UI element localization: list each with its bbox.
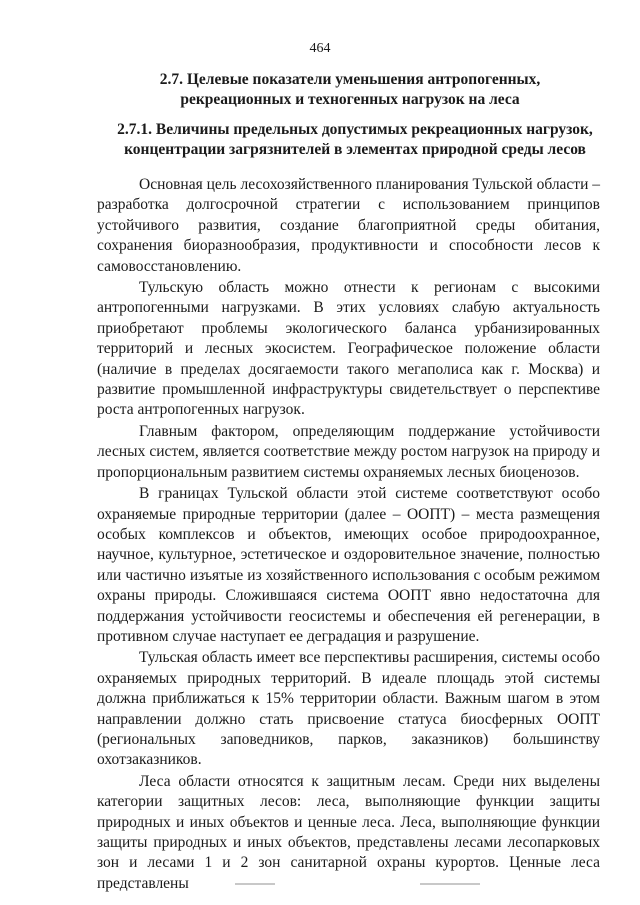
scan-mark: [420, 883, 480, 885]
paragraph: Тульская область имеет все перспективы расширения, системы особо охраняемых природных территорий. В идеале площадь этой системы должна приближаться к 15% территории области. Важным шагом в этом направлении должно стать присвоение статуса биосферных ООПТ (региональных заповедников, парков, заказников) большинству охотзаказников.: [97, 649, 600, 769]
section-heading-line-2: рекреационных и техногенных нагрузок на леса: [180, 91, 520, 108]
paragraph: Основная цель лесохозяйственного планирования Тульской области – разработка долгосрочной стратегии с использованием принципов устойчивого развития, создание благоприятной среды обитания, сохранения биоразнообразия, продуктивности и способности лесов к самовосстановлению.: [97, 176, 601, 275]
paragraph: Тульскую область можно отнести к регионам с высокими антропогенными нагрузками. В этих условиях слабую актуальность приобретают проблемы экологического баланса урбанизированных территорий и лесных экосистем. Географическое положение области (наличие в пределах досягаемости такого мегаполиса как г. Москва) и развитие промышленной инфраструктуры свидетельствует о перспективе роста антропогенных нагрузок.: [97, 279, 600, 419]
scan-mark: [235, 883, 275, 885]
subsection-heading: [110, 120, 600, 160]
body-text: [97, 175, 600, 895]
subsection-heading-line-2: концентрации загрязнителей в элементах природной среды лесов: [124, 141, 586, 158]
scan-artifacts: [0, 883, 640, 893]
section-heading: [100, 70, 600, 110]
paragraph: Главным фактором, определяющим поддержание устойчивости лесных систем, является соответствие между ростом нагрузок на природу и пропорциональным развитием системы охраняемых лесных биоценозов.: [97, 422, 600, 481]
paragraph: В границах Тульской области этой системе соответствуют особо охраняемые природные территории (далее – ООПТ) – места размещения особых комплексов и объектов, имеющих особое природоохранное, научное, культурное, эстетическое и оздоровительное значение, полностью или частично изъятые из хозяйственного использования с особым режимом охраны природы. Сложившаяся система ООПТ явно недостаточна для поддержания устойчивости геосистемы и обеспечения ей регенерации, в противном случае наступает ее деградация и разрушение.: [97, 485, 600, 645]
page-number: 464: [309, 41, 331, 56]
subsection-heading-line-1: 2.7.1. Величины предельных допустимых рекреационных нагрузок,: [117, 121, 593, 138]
section-heading-line-1: 2.7. Целевые показатели уменьшения антропогенных,: [159, 71, 541, 88]
paragraph: Леса области относятся к защитным лесам. Среди них выделены категории защитных лесов: леса, выполняющие функции защиты природных и иных объектов и ценные леса. Леса, выполняющие функции защиты природных и иных объектов, представлены лесами лесопарковых зон и лесами 1 и 2 зон санитарной охраны курортов. Ценные леса представлены: [97, 772, 600, 892]
